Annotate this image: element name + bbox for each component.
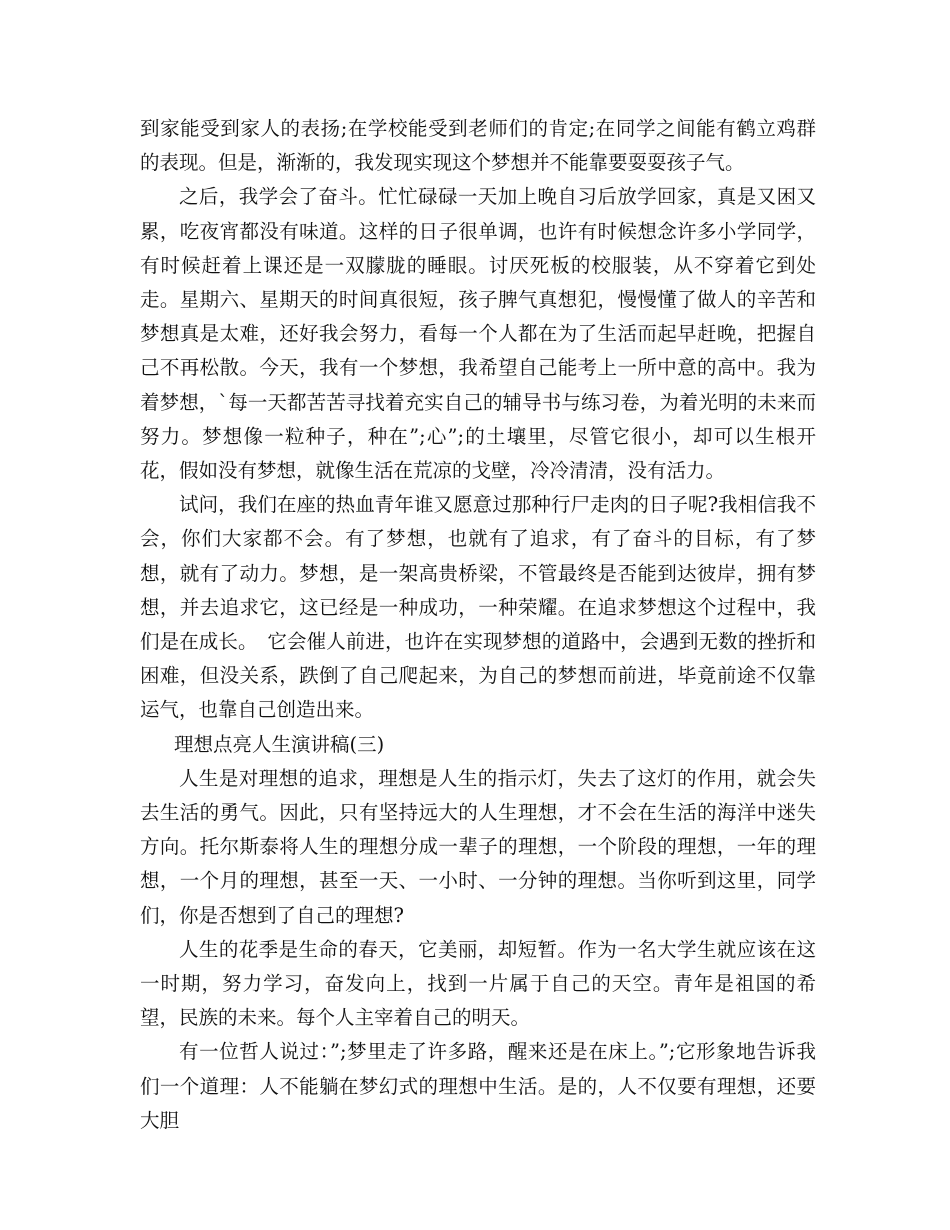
paragraph-philosopher: 有一位哲人说过：”;梦里走了许多路，醒来还是在床上。”;它形象地告诉我们一个道理：人不能躺在梦幻式的理想中生活。是的，人不仅要有理想，还要大胆 (140, 1040, 816, 1132)
document-page (140, 112, 816, 1138)
paragraph-continuation: 到家能受到家人的表扬;在学校能受到老师们的肯定;在同学之间能有鹤立鸡群的表现。但是，渐渐的，我发现实现这个梦想并不能靠要耍耍孩子气。 (140, 117, 816, 175)
paragraph-question: 试问，我们在座的热血青年谁又愿意过那种行尸走肉的日子呢?我相信我不会，你们大家都不会。有了梦想，也就有了追求，有了奋斗的目标，有了梦想，就有了动力。梦想，是一架高贵桥梁，不管最终是否能到达彼岸，拥有梦想，并去追求它，这已经是一种成功，一种荣耀。在追求梦想这个过程中，我们是在成长。 它会催人前进，也许在实现梦想的道路中，会遇到无数的挫折和困难，但没关系，跌倒了自己爬起来，为自己的梦想而前进，毕竟前途不仅靠运气，也靠自己创造出来。 (140, 493, 816, 722)
section-heading: 理想点亮人生演讲稿(三) (174, 732, 385, 756)
paragraph-ideal: 人生是对理想的追求，理想是人生的指示灯，失去了这灯的作用，就会失去生活的勇气。因此，只有坚持远大的人生理想，才不会在生活的海洋中迷失方向。托尔斯泰将人生的理想分成一辈子的理想，一个阶段的理想，一年的理想，一个月的理想，甚至一天、一小时、一分钟的理想。当你听到这里，同学们，你是否想到了自己的理想? (140, 766, 816, 927)
paragraph-youth: 人生的花季是生命的春天，它美丽，却短暂。作为一名大学生就应该在这一时期，努力学习，奋发向上，找到一片属于自己的天空。青年是祖国的希望，民族的未来。每个人主宰着自己的明天。 (140, 937, 816, 1030)
paragraph-struggle: 之后，我学会了奋斗。忙忙碌碌一天加上晚自习后放学回家，真是又困又累，吃夜宵都没有味道。这样的日子很单调，也许有时候想念许多小学同学，有时候赶着上课还是一双朦胧的睡眼。讨厌死板的校服装，从不穿着它到处走。星期六、星期天的时间真很短，孩子脾气真想犯，慢慢懂了做人的辛苦和梦想真是太难，还好我会努力，看每一个人都在为了生活而起早赶晚，把握自己不再松散。今天，我有一个梦想，我希望自己能考上一所中意的高中。我为着梦想，`每一天都苦苦寻找着充实自己的辅导书与练习卷，为着光明的未来而努力。梦想像一粒种子，种在”;心”;的土壤里，尽管它很小，却可以生根开花，假如没有梦想，就像生活在荒凉的戈壁，冷冷清清，没有活力。 (140, 185, 816, 483)
